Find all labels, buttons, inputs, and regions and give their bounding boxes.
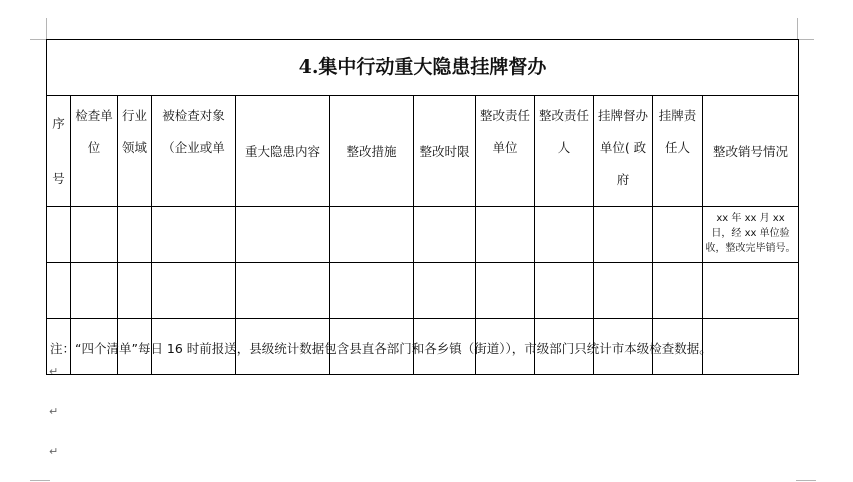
- header-cell[interactable]: 整改责任人: [535, 96, 594, 207]
- table-cell[interactable]: [535, 263, 594, 319]
- table-cell[interactable]: [118, 263, 152, 319]
- table-cell[interactable]: [152, 263, 236, 319]
- header-cell[interactable]: 重大隐患内容: [236, 96, 330, 207]
- table-cell[interactable]: [152, 207, 236, 263]
- table-cell[interactable]: [118, 207, 152, 263]
- table-title-cell[interactable]: [47, 40, 799, 96]
- table-cell[interactable]: [594, 263, 653, 319]
- table-cell[interactable]: [236, 263, 330, 319]
- table-row: [47, 207, 799, 263]
- crop-mark-top-left-v: [46, 18, 47, 39]
- table-cell[interactable]: [47, 263, 71, 319]
- table-cell[interactable]: [703, 263, 799, 319]
- crop-mark-top-right-v: [797, 18, 798, 39]
- header-cell[interactable]: 序号: [47, 96, 71, 207]
- table-cell[interactable]: [330, 263, 414, 319]
- table-cell[interactable]: [476, 207, 535, 263]
- table-cell[interactable]: [236, 207, 330, 263]
- table-cell[interactable]: [71, 207, 118, 263]
- table-cell[interactable]: [414, 263, 476, 319]
- table-cell[interactable]: [653, 263, 703, 319]
- table-cell[interactable]: [71, 263, 118, 319]
- table-cell[interactable]: [594, 207, 653, 263]
- cancellation-note-cell[interactable]: xx 年 xx 月 xx 日，经 xx 单位验收，整改完毕销号。: [703, 207, 799, 263]
- crop-mark-bottom-left-h: [30, 480, 50, 481]
- header-cell[interactable]: 整改销号情况: [703, 96, 799, 207]
- table-cell[interactable]: [535, 207, 594, 263]
- paragraph-mark: ↵: [49, 405, 59, 418]
- table-row: [47, 263, 799, 319]
- table-container: [46, 39, 798, 375]
- table-title: 4.集中行动重大隐患挂牌督办: [298, 56, 547, 78]
- crop-mark-top-right-h: [798, 39, 814, 40]
- table-cell[interactable]: [47, 207, 71, 263]
- header-cell[interactable]: 检查单位: [71, 96, 118, 207]
- header-cell[interactable]: 整改时限: [414, 96, 476, 207]
- table-cell[interactable]: [330, 207, 414, 263]
- header-cell[interactable]: 挂牌督办单位( 政府: [594, 96, 653, 207]
- crop-mark-bottom-right-h: [796, 480, 816, 481]
- header-cell[interactable]: 整改措施: [330, 96, 414, 207]
- hazard-supervision-table: [46, 39, 799, 375]
- header-cell[interactable]: 挂牌责任人: [653, 96, 703, 207]
- paragraph-mark: ↵: [49, 445, 59, 458]
- crop-mark-top-left-h: [30, 39, 46, 40]
- table-cell[interactable]: [703, 319, 799, 375]
- header-cell[interactable]: 被检查对象（企业或单: [152, 96, 236, 207]
- paragraph-mark: ↵: [49, 365, 59, 378]
- header-row: [47, 96, 799, 207]
- footnote-text[interactable]: 注：“四个清单”每日 16 时前报送，县级统计数据包含县直各部门和各乡镇（街道）），市级部门只统计市本级检查数据。: [50, 341, 712, 356]
- header-cell[interactable]: 整改责任单位: [476, 96, 535, 207]
- header-cell[interactable]: 行业领域: [118, 96, 152, 207]
- table-cell[interactable]: [476, 263, 535, 319]
- table-cell[interactable]: [414, 207, 476, 263]
- table-cell[interactable]: [653, 207, 703, 263]
